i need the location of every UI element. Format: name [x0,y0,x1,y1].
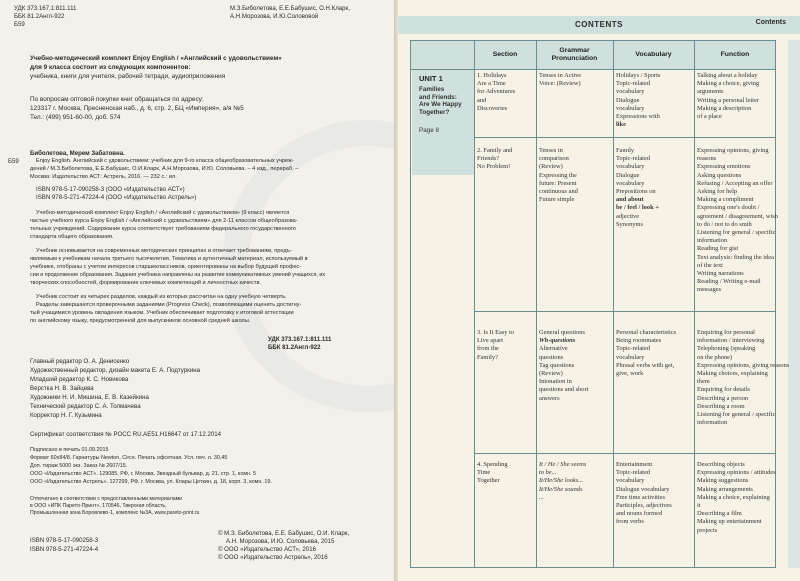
section-line: Are a Time [477,80,506,88]
function-line: Refusing / Accepting an offer [697,179,773,187]
cell-section [477,461,508,486]
grammar-line: It/He/She looks... [539,477,584,485]
vocabulary-line: and nouns formed [616,510,663,518]
para2-line-3: учебнике, отобраны с учетом интересов старшеклассников, ориентированы на выбор будущей профес- [30,264,302,270]
section-line: Friends? [477,155,500,163]
copyright-4: © ООО «Издательство Астрель», 2016 [218,554,328,561]
function-line: information [697,237,728,245]
b59-code: Б59 [14,21,25,28]
section-line: from the [477,345,499,353]
vocabulary-line: Dialogue vocabulary [616,485,670,493]
vocabulary-line: Expressions with [616,113,660,121]
section-line: Together [477,477,500,485]
vocabulary-line: Participles, adjectives [616,502,672,510]
vocabulary-line: Dialogue [616,171,640,179]
vocabulary-line: adjective [616,212,640,220]
unit-title: UNIT 1 [419,74,443,83]
cell-function [697,329,789,427]
para3-line-2: Разделы завершаются проверочными заданиями (Progress Check), позволяющими оценить достигну- [36,302,302,308]
vocabulary-line: vocabulary [616,88,645,96]
function-line: Making a compliment [697,196,754,204]
page-edge-strip [788,40,800,568]
cell-vocabulary [616,72,660,129]
staff-1: Главный редактор О. А. Денисенко [30,358,130,365]
para2-line-2: являемым к учебникам начала третьего тысячелетия. Тематика и аутентичный материал, используемый в [30,256,308,262]
copyright-2: А.Н. Морозова, И.Ю. Соловьева, 2015 [226,538,335,545]
cell-section [477,329,514,362]
biblio-line-1: Биболетова, Мерем Забатовна. [30,150,125,157]
function-line: Expressing opinions, giving reasons [697,361,790,369]
vocabulary-line: like [616,121,626,129]
section-line: 4. Spending [477,461,508,468]
row-divider [474,311,775,312]
para2-line-5: творческих способностей, формирование ключевых компетенций и личностных качеств. [30,280,261,286]
function-line: Enquiring for personal [697,329,755,336]
function-line: it [697,502,701,510]
vocabulary-line: Holidays / Sports [616,72,661,79]
function-line: Reading for gist [697,245,739,253]
para3-line-1: Учебник состоит из четырех разделов, каждый из которых рассчитан на одну учебную четверть. [36,294,287,300]
para3-line-3: тый учащимися уровень овладения языком. Учебник обеспечивает подготовку к итоговой аттестации [30,310,294,316]
isbn-bottom-1: ISBN 978-5-17-090258-3 [30,537,99,544]
para1-line-1: Учебно-методический комплект Enjoy English / «Английский с удовольствием» (9 класс) является [36,210,290,216]
grammar-line: It / He / She seems [539,461,587,468]
vocabulary-line: Family [616,147,635,154]
cell-vocabulary [616,147,659,229]
certificate: Сертификат соответствия № РОСС RU.AE51.H16647 от 17.12.2014 [30,431,222,438]
grammar-line: ... [539,493,544,501]
cell-function [697,461,776,535]
vocabulary-line: and about [616,196,644,204]
para1-line-2: частью учебного курса Enjoy English / «Английский с удовольствием» для 2-11 классов общеобразова- [30,218,298,224]
vocabulary-line: give, work [616,370,644,378]
vocabulary-line: Being roommates [616,337,662,345]
function-line: Listening for general / specific [697,229,776,237]
grammar-line: (Review) [539,163,563,171]
copyright-1: © М.З. Биболетова, Е.Е. Бабушис, О.И. Кларк, [218,530,350,537]
function-line: on the phone) [697,353,733,361]
contents-title: CONTENTS [575,20,623,29]
grammar-line: Intonation in [539,378,572,386]
para2-line-4: сии и продолжение образования. Задания учебника направлены на развитие коммуникативных умений учащихся, их [30,272,326,278]
print-info-1: Подписано в печать 01.09.2015 [30,447,109,453]
grammar-line: Tag questions [539,361,575,369]
para3-line-4: по английскому языку, предусмотренной для выпускников основной средней школы. [30,318,251,324]
grammar-line: comparison [539,155,569,163]
para1-line-4: стандарта общего образования. [30,234,114,240]
vocabulary-line: Phrasal verbs with get, [616,361,675,369]
vocabulary-line: Topic-related [616,469,650,477]
staff-3: Младший редактор К. С. Новикова [30,376,129,383]
section-line: Time [477,469,491,477]
cell-grammar [539,461,586,502]
print-info-3: Доп. тираж 5000 экз. Заказ № 2607/15. [30,463,128,469]
bbk-code-2: ББК 81.2Англ-922 [268,344,321,351]
header-grammar: Grammar Pronunciation [551,47,598,62]
header-vocabulary: Vocabulary [635,51,672,58]
function-line: Making arrangements [697,485,753,493]
function-line: messages [697,286,722,294]
udk-code-2: УДК 373.167.1:811.111 [268,336,332,343]
grammar-line: Wh-questions [539,337,576,345]
function-line: reasons [697,155,717,163]
unit-subtitle-line: Are We Happy [419,101,462,109]
imprint-page [0,0,398,581]
grammar-line: Expressing the [539,171,577,179]
printed-info-3: Промышленная зона Боровлево-1, комплекс №3А, www.pareto-print.ru [30,510,200,516]
function-line: Expressing emotions [697,163,751,171]
function-line: information / interviewing [697,337,765,345]
section-line: Live apart [477,337,504,345]
cell-section [477,147,512,172]
vocabulary-line: Topic-related [616,345,650,353]
contents-table [410,40,790,568]
grammar-line: (Review) [539,370,563,378]
vocabulary-line: vocabulary [616,179,645,187]
grammar-line: questions and short [539,386,589,394]
wholesale-line-2: 123317 г. Москва, Пресненская наб., д. 6, стр. 2, БЦ «Империя», а/я №5 [30,105,244,112]
vocabulary-line: Dialogue [616,96,640,104]
vocabulary-line: be / feel / look + [616,204,659,212]
function-line: Making up entertainment [697,518,762,526]
column-divider [613,41,614,567]
vocabulary-line: Free time activities [616,493,665,501]
function-line: Text analysis: finding the idea [697,253,774,261]
bbk-code: ББК 81.2Англ-922 [14,13,65,20]
grammar-line: General questions [539,329,585,336]
grammar-line: Tenses in Active [539,72,582,79]
kit-line-2: для 9 класса состоит из следующих компонентов: [30,64,191,71]
vocabulary-line: Synonyms [616,220,643,228]
function-line: Writing a personal letter [697,96,760,104]
grammar-line: Future simple [539,196,575,204]
contents-page [398,0,800,581]
function-line: Describing objects [697,461,745,468]
function-line: projects [697,526,718,534]
column-divider [536,41,537,567]
function-line: Describing a room [697,402,745,410]
unit-subtitle [419,86,462,116]
column-divider [474,41,475,567]
row-divider [474,137,775,138]
staff-7: Корректор Н. Г. Кузьмина [30,412,102,419]
cell-vocabulary [616,329,676,378]
unit-page-ref: Page 8 [419,127,439,134]
staff-2: Художественный редактор, дизайн макета Е. А. Подтуркина [30,367,200,374]
authors-top-1: М.З.Биболетова, Е.Е.Бабушис, О.Н.Кларк, [230,5,350,12]
isbn-ast: ISBN 978-5-17-090258-3 (ООО «Издательство АСТ») [36,186,185,193]
function-line: Expressing opinions / attitudes [697,469,776,477]
section-line: Discoveries [477,104,508,112]
function-line: Writing narrations [697,270,744,278]
wholesale-line-3: Тел.: (499) 951-60-00, доб. 574 [30,114,121,121]
section-line: for Adventures [477,88,516,96]
function-line: information [697,419,728,427]
function-line: arguments [697,88,724,96]
grammar-line: future: Present [539,179,577,187]
function-line: Talking about a holiday [697,72,758,79]
vocabulary-line: vocabulary [616,104,645,112]
wholesale-line-1: По вопросам оптовой покупки книг обращаться по адресу: [30,96,204,103]
cell-section [477,72,515,113]
vocabulary-line: Topic-related [616,80,650,88]
function-line: agreement / disagreement, wish [697,212,778,220]
unit-subtitle-line: and Friends: [419,93,457,101]
biblio-line-2: Enjoy English. Английский с удовольствием: учебник для 9-го класса общеобразовательных учреж- [36,158,294,164]
cell-function [697,72,759,121]
cell-grammar [539,147,578,204]
cell-grammar [539,72,581,88]
kit-line-3: учебника, книги для учителя, рабочей тетради, аудиоприложения [30,73,226,80]
printed-info-1: Отпечатано в соответствии с предоставленными материалами [30,496,183,502]
vocabulary-line: vocabulary [616,163,645,171]
row-divider [474,453,775,454]
vocabulary-line: Prepositions on [616,188,656,196]
function-line: Describing a person [697,394,749,402]
unit-subtitle-line: Families [419,86,445,93]
vocabulary-line: vocabulary [616,353,645,361]
section-line: No Problem! [477,163,511,171]
function-line: Making a choice, explaining [697,493,770,501]
grammar-line: Voice: (Review) [539,80,581,88]
biblio-line-3: дений / М.З.Биболетова, Е.Е.Бабушис, О.И.Кларк, А.Н.Морозова, И.Ю. Соловьева. – 4 изд., перераб. – [30,166,299,172]
column-divider [694,41,695,567]
isbn-bottom-2: ISBN 978-5-271-47224-4 [30,546,99,553]
vocabulary-line: from verbs [616,518,644,526]
section-line: 1. Holidays [477,72,507,79]
unit-subtitle-line: Together? [419,108,450,116]
para2-line-1: Учебник основывается на современных методических принципах и отвечает требованиям, предъ- [36,248,292,254]
biblio-b59: Б59 [8,158,19,165]
cell-function [697,147,778,295]
function-line: Making a description [697,104,752,112]
biblio-line-4: Москва: Издательство АСТ: Астрель, 2016. — 232 с.: ил. [30,174,177,180]
function-line: Making a choice, giving [697,80,760,88]
header-section: Section [492,51,518,58]
print-info-2: Формат 60x84/8. Гарнитуры Newton, Circe. Печать офсетная. Усл. печ. л. 30,45 [30,455,228,461]
isbn-astrel: ISBN 978-5-271-47224-4 (ООО «Издательство Астрель») [36,194,197,201]
header-function: Function [720,51,750,58]
vocabulary-line: Personal characteristics [616,329,677,336]
function-line: Asking questions [697,171,742,179]
staff-5: Художники Н. И. Мишина, Е. В. Казейкина [30,394,149,401]
function-line: Telephoning (speaking [697,345,756,353]
function-line: Making suggestions [697,477,749,485]
function-line: Asking for help [697,188,738,196]
section-line: 2. Family and [477,147,513,154]
grammar-line: to be... [539,469,557,477]
grammar-line: answers [539,394,560,402]
grammar-line: continuous and [539,188,578,196]
function-line: Enquiring for details [697,386,750,394]
running-head: Contents [755,19,786,26]
para1-line-3: тельных учреждений. Содержание курса соответствует требованиям федерального государственного [30,226,296,232]
function-line: to do / not to do smth [697,220,752,228]
grammar-line: questions [539,353,564,361]
printed-info-2: в ООО «ИПК Парето-Принт», 170546, Тверская область, [30,503,167,509]
kit-line-1: Учебно-методический комплект Enjoy English / «Английский с удовольствием» [30,55,282,62]
function-line: them [697,378,710,386]
vocabulary-line: Topic-related [616,155,650,163]
function-line: of a place [697,113,722,121]
staff-4: Верстка Н. В. Зайцева [30,385,94,392]
section-line: 3. Is It Easy to [477,329,515,336]
print-info-4: ООО «Издательство АСТ». 129085, РФ, г. Москва, Звездный бульвар, д. 21, стр. 1, комн. 5 [30,471,256,477]
function-line: Expressing opinions, giving [697,147,769,154]
grammar-line: Alternative [539,345,568,353]
function-line: Describing a film [697,510,742,518]
function-line: of the text [697,261,723,269]
print-info-5: ООО «Издательство Астрель». 127299, РФ, г. Москва, ул. Клары Цеткин, д. 18, корп. 3, комн. 19. [30,479,272,485]
function-line: Making choices, explaining [697,370,768,378]
staff-6: Технический редактор С. А. Толмачева [30,403,141,410]
cell-grammar [539,329,588,403]
section-line: Family? [477,353,498,361]
cell-vocabulary [616,461,672,527]
vocabulary-line: Entertainment [616,461,653,468]
grammar-line: Tenses in [539,147,563,154]
function-line: Expressing one's doubt / [697,204,760,212]
grammar-line: It/He/She sounds [539,485,583,493]
udk-code: УДК 373.167.1:811.111 [14,5,77,12]
function-line: Reading / Writing e-mail [697,278,761,286]
copyright-3: © ООО «Издательство АСТ», 2016 [218,546,316,553]
section-line: and [477,96,487,104]
authors-top-2: А.Н.Морозова, И.Ю.Солововой [230,13,319,20]
function-line: Listening for general / specific [697,411,776,419]
vocabulary-line: vocabulary [616,477,645,485]
